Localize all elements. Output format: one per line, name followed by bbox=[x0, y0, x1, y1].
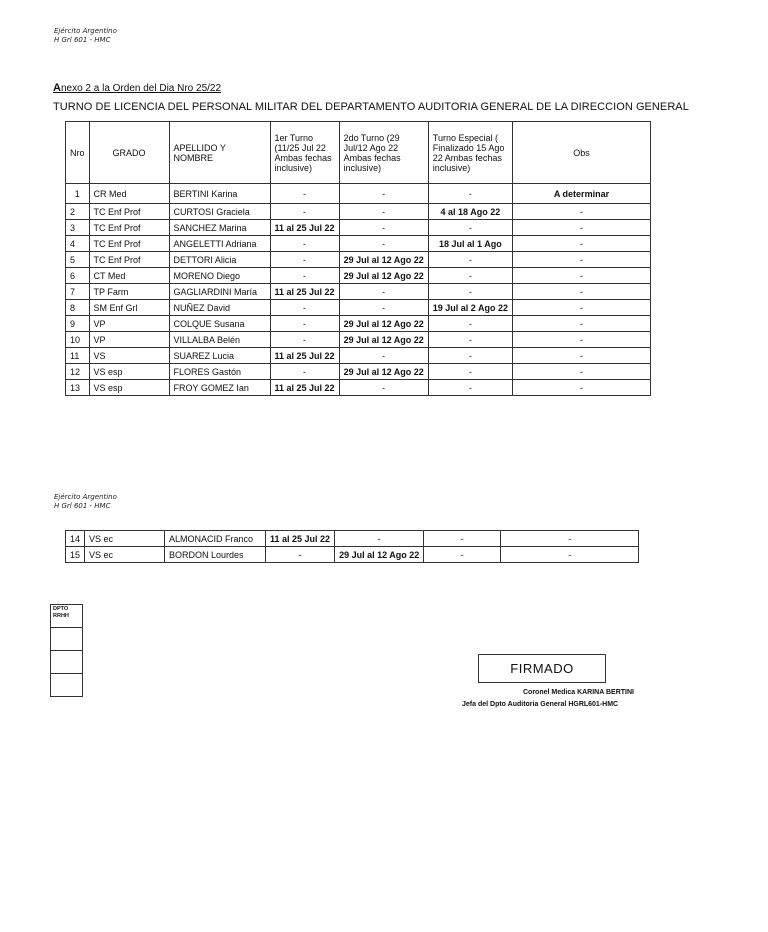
cell-turno1: 11 al 25 Jul 22 bbox=[270, 348, 339, 364]
cell-name: ANGELETTI Adriana bbox=[169, 236, 270, 252]
table-body-continued bbox=[66, 531, 639, 563]
cell-name: BERTINI Karina bbox=[169, 184, 270, 204]
dpto-rrhh-cell bbox=[51, 628, 83, 651]
cell-turno1: - bbox=[270, 316, 339, 332]
cell-nro: 4 bbox=[66, 236, 90, 252]
table-row bbox=[66, 364, 651, 380]
header-unit-2: H Grl 601 - HMC bbox=[54, 502, 111, 510]
cell-turno-especial: 18 Jul al 1 Ago bbox=[428, 236, 512, 252]
annex-text: nexo 2 a la Orden del Dia Nro 25/22 bbox=[60, 83, 222, 94]
table-row bbox=[66, 184, 651, 204]
cell-turno-especial: - bbox=[428, 220, 512, 236]
signatory-name: Coronel Medica KARINA BERTINI bbox=[523, 689, 634, 696]
cell-turno1: - bbox=[270, 268, 339, 284]
cell-nro: 14 bbox=[66, 531, 85, 547]
cell-nro: 3 bbox=[66, 220, 90, 236]
annex-reference bbox=[53, 82, 221, 94]
cell-turno-especial: - bbox=[424, 531, 501, 547]
cell-turno-especial: - bbox=[428, 380, 512, 396]
cell-name: ALMONACID Franco bbox=[165, 531, 266, 547]
cell-obs: - bbox=[512, 268, 650, 284]
cell-turno-especial: - bbox=[428, 332, 512, 348]
annex-initial: A bbox=[53, 82, 61, 94]
cell-obs: - bbox=[512, 316, 650, 332]
cell-turno1: - bbox=[270, 236, 339, 252]
cell-turno1: - bbox=[270, 204, 339, 220]
col-header-grado: GRADO bbox=[89, 122, 169, 184]
cell-grado: TC Enf Prof bbox=[89, 252, 169, 268]
header-org-2: Ejército Argentino bbox=[54, 493, 117, 501]
table-row bbox=[66, 236, 651, 252]
cell-turno1: - bbox=[270, 300, 339, 316]
cell-grado: CR Med bbox=[89, 184, 169, 204]
cell-grado: CT Med bbox=[89, 268, 169, 284]
cell-turno1: 11 al 25 Jul 22 bbox=[270, 284, 339, 300]
table-row bbox=[66, 380, 651, 396]
cell-turno1: - bbox=[270, 184, 339, 204]
cell-nro: 12 bbox=[66, 364, 90, 380]
cell-nro: 6 bbox=[66, 268, 90, 284]
cell-nro: 2 bbox=[66, 204, 90, 220]
cell-turno2: 29 Jul al 12 Ago 22 bbox=[339, 332, 428, 348]
cell-turno1: - bbox=[270, 252, 339, 268]
cell-turno2: - bbox=[339, 300, 428, 316]
cell-grado: TC Enf Prof bbox=[89, 236, 169, 252]
dpto-rrhh-cell bbox=[51, 651, 83, 674]
cell-turno-especial: 19 Jul al 2 Ago 22 bbox=[428, 300, 512, 316]
cell-nro: 13 bbox=[66, 380, 90, 396]
table-row bbox=[66, 252, 651, 268]
document-title: TURNO DE LICENCIA DEL PERSONAL MILITAR DEL DEPARTAMENTO AUDITORIA GENERAL DE LA DIRECCION GENERAL bbox=[53, 101, 689, 113]
cell-nro: 1 bbox=[66, 184, 90, 204]
cell-nro: 10 bbox=[66, 332, 90, 348]
table-row bbox=[66, 300, 651, 316]
cell-obs: - bbox=[512, 236, 650, 252]
cell-obs: - bbox=[512, 204, 650, 220]
cell-grado: VS ec bbox=[85, 547, 165, 563]
cell-nro: 7 bbox=[66, 284, 90, 300]
cell-obs: - bbox=[512, 252, 650, 268]
cell-turno-especial: - bbox=[428, 348, 512, 364]
table-row bbox=[66, 348, 651, 364]
cell-name: SANCHEZ Marina bbox=[169, 220, 270, 236]
col-header-name: APELLIDO Y NOMBRE bbox=[169, 122, 270, 184]
cell-turno2: - bbox=[335, 531, 424, 547]
cell-obs: - bbox=[501, 531, 639, 547]
cell-name: BORDON Lourdes bbox=[165, 547, 266, 563]
cell-turno2: 29 Jul al 12 Ago 22 bbox=[339, 268, 428, 284]
cell-name: DETTORI Alicia bbox=[169, 252, 270, 268]
cell-turno1: - bbox=[270, 332, 339, 348]
cell-turno2: 29 Jul al 12 Ago 22 bbox=[335, 547, 424, 563]
cell-turno-especial: - bbox=[428, 252, 512, 268]
table-row bbox=[66, 220, 651, 236]
cell-obs: - bbox=[512, 284, 650, 300]
cell-obs: A determinar bbox=[512, 184, 650, 204]
col-header-turno-especial: Turno Especial ( Finalizado 15 Ago 22 Ambas fechas inclusive) bbox=[428, 122, 512, 184]
signed-stamp: FIRMADO bbox=[478, 654, 606, 683]
cell-name: FROY GOMEZ Ian bbox=[169, 380, 270, 396]
cell-turno2: - bbox=[339, 348, 428, 364]
cell-turno1: - bbox=[266, 547, 335, 563]
cell-grado: VS esp bbox=[89, 380, 169, 396]
cell-turno-especial: - bbox=[424, 547, 501, 563]
table-row bbox=[66, 268, 651, 284]
cell-turno2: 29 Jul al 12 Ago 22 bbox=[339, 316, 428, 332]
table-body bbox=[66, 184, 651, 396]
cell-name: SUAREZ Lucia bbox=[169, 348, 270, 364]
cell-nro: 11 bbox=[66, 348, 90, 364]
cell-obs: - bbox=[512, 300, 650, 316]
cell-turno2: - bbox=[339, 204, 428, 220]
cell-turno-especial: 4 al 18 Ago 22 bbox=[428, 204, 512, 220]
table-row bbox=[66, 316, 651, 332]
cell-obs: - bbox=[512, 364, 650, 380]
cell-turno-especial: - bbox=[428, 284, 512, 300]
cell-turno2: - bbox=[339, 184, 428, 204]
cell-obs: - bbox=[512, 220, 650, 236]
header-unit: H Grl 601 - HMC bbox=[54, 36, 111, 44]
cell-grado: SM Enf Grl bbox=[89, 300, 169, 316]
cell-turno-especial: - bbox=[428, 268, 512, 284]
cell-nro: 15 bbox=[66, 547, 85, 563]
cell-turno2: - bbox=[339, 380, 428, 396]
signatory-position: Jefa del Dpto Auditoria General HGRL601-HMC bbox=[462, 701, 619, 708]
table-row bbox=[66, 204, 651, 220]
cell-turno2: - bbox=[339, 236, 428, 252]
cell-name: NUÑEZ David bbox=[169, 300, 270, 316]
header-org: Ejército Argentino bbox=[54, 27, 117, 35]
table-header-row bbox=[66, 122, 651, 184]
cell-grado: TC Enf Prof bbox=[89, 220, 169, 236]
col-header-nro: Nro bbox=[66, 122, 90, 184]
cell-grado: TP Farm bbox=[89, 284, 169, 300]
cell-obs: - bbox=[512, 348, 650, 364]
cell-turno1: 11 al 25 Jul 22 bbox=[266, 531, 335, 547]
cell-turno2: - bbox=[339, 220, 428, 236]
dpto-rrhh-cell bbox=[51, 674, 83, 697]
cell-turno-especial: - bbox=[428, 184, 512, 204]
table-row bbox=[66, 531, 639, 547]
cell-grado: VP bbox=[89, 316, 169, 332]
cell-name: MORENO Diego bbox=[169, 268, 270, 284]
page-header-2 bbox=[54, 493, 117, 511]
table-row bbox=[66, 284, 651, 300]
cell-turno2: 29 Jul al 12 Ago 22 bbox=[339, 252, 428, 268]
cell-grado: TC Enf Prof bbox=[89, 204, 169, 220]
cell-nro: 8 bbox=[66, 300, 90, 316]
cell-turno2: 29 Jul al 12 Ago 22 bbox=[339, 364, 428, 380]
cell-name: COLQUE Susana bbox=[169, 316, 270, 332]
cell-grado: VS esp bbox=[89, 364, 169, 380]
cell-obs: - bbox=[501, 547, 639, 563]
cell-turno1: 11 al 25 Jul 22 bbox=[270, 220, 339, 236]
dpto-rrhh-label: DPTO RRHH bbox=[51, 605, 83, 628]
table-row bbox=[66, 547, 639, 563]
cell-turno-especial: - bbox=[428, 364, 512, 380]
table-row bbox=[66, 332, 651, 348]
cell-grado: VP bbox=[89, 332, 169, 348]
cell-name: VILLALBA Belén bbox=[169, 332, 270, 348]
cell-turno1: - bbox=[270, 364, 339, 380]
cell-turno-especial: - bbox=[428, 316, 512, 332]
cell-name: FLORES Gastón bbox=[169, 364, 270, 380]
cell-turno1: 11 al 25 Jul 22 bbox=[270, 380, 339, 396]
cell-obs: - bbox=[512, 380, 650, 396]
col-header-obs: Obs bbox=[512, 122, 650, 184]
cell-nro: 9 bbox=[66, 316, 90, 332]
cell-nro: 5 bbox=[66, 252, 90, 268]
cell-turno2: - bbox=[339, 284, 428, 300]
col-header-turno2: 2do Turno (29 Jul/12 Ago 22 Ambas fechas inclusive) bbox=[339, 122, 428, 184]
leave-table bbox=[65, 121, 651, 396]
cell-grado: VS bbox=[89, 348, 169, 364]
cell-name: CURTOSI Graciela bbox=[169, 204, 270, 220]
dpto-rrhh-box bbox=[50, 604, 83, 697]
cell-obs: - bbox=[512, 332, 650, 348]
cell-grado: VS ec bbox=[85, 531, 165, 547]
page-header bbox=[54, 27, 117, 45]
col-header-turno1: 1er Turno (11/25 Jul 22 Ambas fechas inclusive) bbox=[270, 122, 339, 184]
cell-name: GAGLIARDINI María bbox=[169, 284, 270, 300]
leave-table-continued bbox=[65, 530, 639, 563]
